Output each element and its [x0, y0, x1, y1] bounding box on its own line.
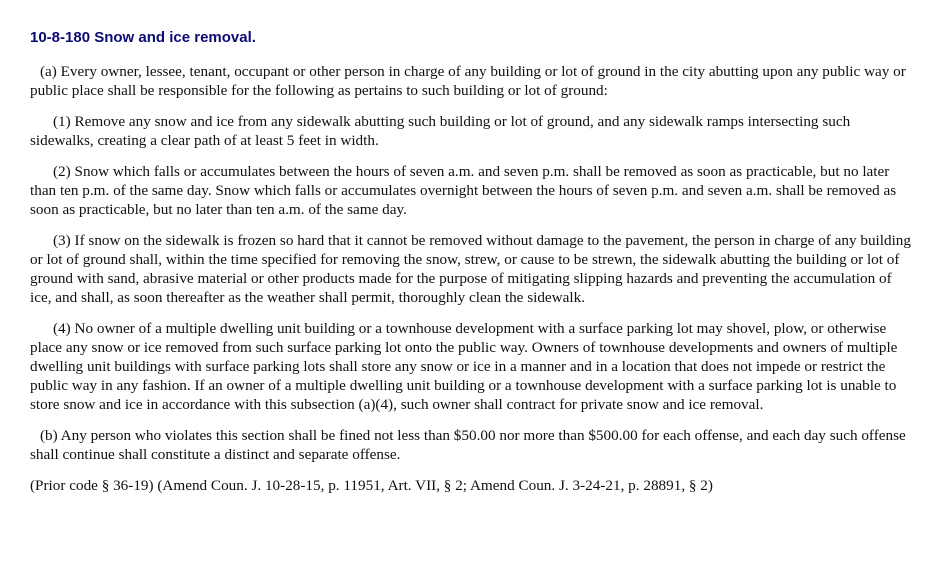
paragraph-a2: (2) Snow which falls or accumulates between the hours of seven a.m. and seven p.m. shall be removed as soon as practicable, but no later than ten p.m. of the same day. Snow which falls or accumulates overnight between the hours of seven p.m. and seven a.m. shall be removed as soon as practicable, but no later than ten a.m. of the same day.	[30, 163, 897, 218]
paragraph-a3: (3) If snow on the sidewalk is frozen so hard that it cannot be removed without damage to the pavement, the person in charge of any building or lot of ground shall, within the time specified for removing the snow, strew, or cause to be strewn, the sidewalk abutting the building or lot of ground with sand, abrasive material or other products made for the purpose of mitigating slipping hazards and preventing the accumulation of ice, and shall, as soon thereafter as the weather shall permit, thoroughly clean the sidewalk.	[30, 232, 911, 306]
section-title: 10-8-180 Snow and ice removal.	[30, 29, 256, 46]
legislative-history: (Prior code § 36-19) (Amend Coun. J. 10-28-15, p. 11951, Art. VII, § 2; Amend Coun. J. 3-24-21, p. 28891, § 2)	[30, 477, 713, 494]
paragraph-b: (b) Any person who violates this section shall be fined not less than $50.00 nor more than $500.00 for each offense, and each day such offense shall continue shall constitute a distinct and separate offense.	[30, 427, 906, 463]
paragraph-a: (a) Every owner, lessee, tenant, occupant or other person in charge of any building or lot of ground in the city abutting upon any public way or public place shall be responsible for the following as pertains to such building or lot of ground:	[30, 63, 906, 99]
paragraph-a1: (1) Remove any snow and ice from any sidewalk abutting such building or lot of ground, and any sidewalk ramps intersecting such sidewalks, creating a clear path of at least 5 feet in width.	[30, 113, 851, 149]
ordinance-section	[30, 28, 912, 495]
paragraph-a4: (4) No owner of a multiple dwelling unit building or a townhouse development with a surface parking lot may shovel, plow, or otherwise place any snow or ice removed from such surface parking lot onto the public way. Owners of townhouse developments and owners of multiple dwelling unit buildings with surface parking lots shall store any snow or ice in a manner and in a location that does not impede or restrict the public way in any fashion. If an owner of a multiple dwelling unit building or a townhouse development with a surface parking lot is unable to store snow and ice in accordance with this subsection (a)(4), such owner shall contract for private snow and ice removal.	[30, 320, 898, 413]
